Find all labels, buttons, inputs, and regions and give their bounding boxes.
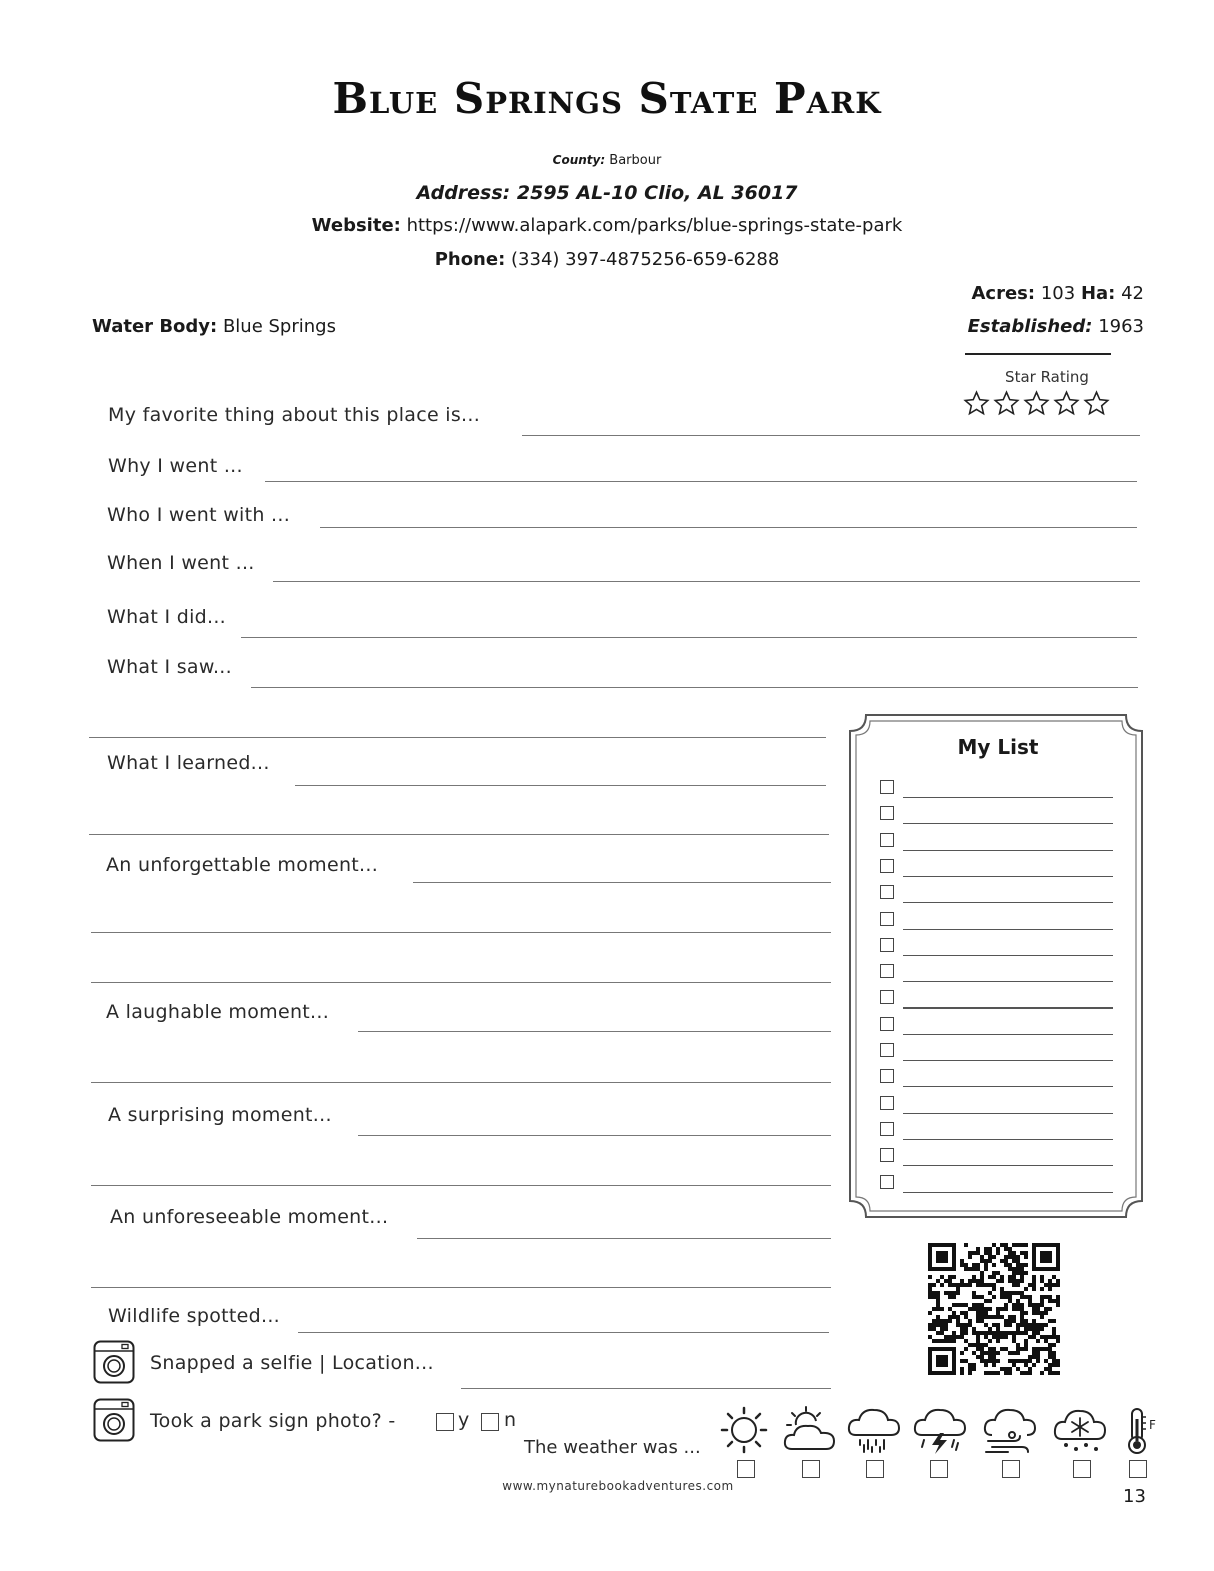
my-list-checkbox[interactable] [880,833,894,847]
prompt-selfie: Snapped a selfie | Location... [150,1352,434,1374]
my-list-line[interactable] [903,797,1113,798]
sign-photo-yes-checkbox[interactable] [436,1413,454,1431]
qr-code[interactable] [928,1243,1060,1375]
windy-checkbox[interactable] [1002,1460,1020,1478]
my-list-checkbox[interactable] [880,938,894,952]
prompt-saw: What I saw... [107,656,232,678]
my-list-checkbox[interactable] [880,806,894,820]
answer-line[interactable] [91,1185,831,1186]
camera-icon [93,1340,135,1384]
my-list-line[interactable] [903,1060,1113,1061]
my-list-line[interactable] [903,1086,1113,1087]
acres-value: 103 [1040,283,1076,304]
prompt-unforgettable: An unforgettable moment... [106,854,379,876]
prompt-wildlife: Wildlife spotted... [108,1305,281,1327]
footer-url[interactable]: www.mynaturebookadventures.com [502,1479,734,1493]
answer-line[interactable] [461,1388,831,1389]
thermometer-checkbox[interactable] [1129,1460,1147,1478]
my-list-checkbox[interactable] [880,780,894,794]
water-body-value: Blue Springs [222,316,336,337]
rain-checkbox[interactable] [866,1460,884,1478]
acres-label: Acres: [971,283,1036,304]
sunny-icon [716,1405,772,1455]
star-icon[interactable] [1083,390,1110,417]
prompt-laughable: A laughable moment... [106,1001,330,1023]
my-list-line[interactable] [903,981,1113,982]
my-list-checkbox[interactable] [880,1096,894,1110]
my-list-line[interactable] [903,1034,1113,1035]
prompt-sign-photo: Took a park sign photo? - [150,1410,396,1432]
answer-line[interactable] [522,435,1140,436]
answer-line[interactable] [91,982,831,983]
prompt-learned: What I learned... [107,752,270,774]
address-line: Address: 2595 AL-10 Clio, AL 36017 [416,182,798,204]
partly-cloudy-icon [782,1405,838,1455]
prompt-favorite: My favorite thing about this place is... [108,404,481,426]
my-list-line[interactable] [903,876,1113,877]
snow-checkbox[interactable] [1073,1460,1091,1478]
answer-line[interactable] [273,581,1140,582]
star-icon[interactable] [1023,390,1050,417]
answer-line[interactable] [295,785,826,786]
sunny-checkbox[interactable] [737,1460,755,1478]
my-list-title: My List [957,735,1039,759]
my-list-checkbox[interactable] [880,912,894,926]
website-value[interactable]: https://www.alapark.com/parks/blue-springs-state-park [406,215,903,236]
answer-line[interactable] [251,687,1138,688]
rain-icon [846,1405,902,1455]
answer-line[interactable] [91,932,831,933]
ha-label: Ha: [1080,283,1116,304]
partly-cloudy-checkbox[interactable] [802,1460,820,1478]
website-label: Website: [311,215,401,236]
camera-icon [93,1398,135,1442]
county-line [0,153,1214,168]
my-list-line[interactable] [903,1192,1113,1193]
star-icon[interactable] [1053,390,1080,417]
my-list-checkbox[interactable] [880,885,894,899]
prompt-who: Who I went with ... [107,504,291,526]
county-value: Barbour [609,153,662,168]
windy-icon [982,1405,1038,1455]
my-list-checkbox[interactable] [880,964,894,978]
answer-line[interactable] [241,637,1137,638]
my-list-line[interactable] [903,902,1113,903]
water-body-label: Water Body: [92,316,218,337]
my-list-checkbox[interactable] [880,859,894,873]
ha-value: 42 [1121,283,1144,304]
answer-line[interactable] [413,882,831,883]
star-icon[interactable] [993,390,1020,417]
phone-line [0,249,1214,270]
my-list-line[interactable] [903,823,1113,824]
county-label: County: [552,153,606,167]
my-list-checkbox[interactable] [880,1017,894,1031]
answer-line[interactable] [358,1135,831,1136]
my-list-line[interactable] [903,850,1113,851]
prompt-why: Why I went ... [108,455,243,477]
star-rating [963,390,1110,417]
answer-line[interactable] [89,834,829,835]
my-list-checkbox[interactable] [880,1122,894,1136]
answer-line[interactable] [417,1238,831,1239]
water-body-line [92,316,336,337]
website-line [0,215,1214,236]
my-list-line[interactable] [903,1113,1113,1114]
page-title: Blue Springs State Park [332,74,882,123]
star-icon[interactable] [963,390,990,417]
prompt-unforeseeable: An unforeseeable moment... [110,1206,389,1228]
weather-label: The weather was ... [524,1437,701,1458]
my-list-checkbox[interactable] [880,1043,894,1057]
answer-line[interactable] [265,481,1137,482]
prompt-did: What I did... [107,606,227,628]
answer-line[interactable] [91,1287,831,1288]
sign-photo-yes-label: y [458,1409,470,1431]
my-list-checkbox[interactable] [880,1175,894,1189]
answer-line[interactable] [320,527,1137,528]
prompt-when: When I went ... [107,552,255,574]
phone-value: (334) 397-4875256-659-6288 [511,249,780,270]
my-list-line[interactable] [903,1165,1113,1166]
answer-line[interactable] [298,1332,829,1333]
rating-divider [965,353,1111,355]
phone-label: Phone: [434,249,506,270]
acres-line [972,283,1145,304]
snow-icon [1052,1405,1108,1455]
thermometer-icon [1112,1405,1168,1455]
my-list-line[interactable] [903,1007,1113,1008]
my-list-line[interactable] [903,955,1113,956]
established-line [968,316,1144,337]
answer-line[interactable] [91,1082,831,1083]
my-list-checkbox[interactable] [880,1148,894,1162]
sign-photo-no-checkbox[interactable] [481,1413,499,1431]
page-number: 13 [1123,1486,1146,1507]
thunderstorm-checkbox[interactable] [930,1460,948,1478]
star-rating-label: Star Rating [1005,368,1089,386]
my-list-line[interactable] [903,1139,1113,1140]
answer-line[interactable] [89,737,826,738]
established-value: 1963 [1098,316,1144,337]
svg-text:F: F [1149,1418,1156,1432]
established-label: Established: [967,316,1093,337]
my-list-checkbox[interactable] [880,990,894,1004]
my-list-checkbox[interactable] [880,1069,894,1083]
prompt-surprising: A surprising moment... [108,1104,332,1126]
answer-line[interactable] [358,1031,831,1032]
sign-photo-no-label: n [504,1409,517,1431]
thunderstorm-icon [912,1405,968,1455]
my-list-line[interactable] [903,929,1113,930]
